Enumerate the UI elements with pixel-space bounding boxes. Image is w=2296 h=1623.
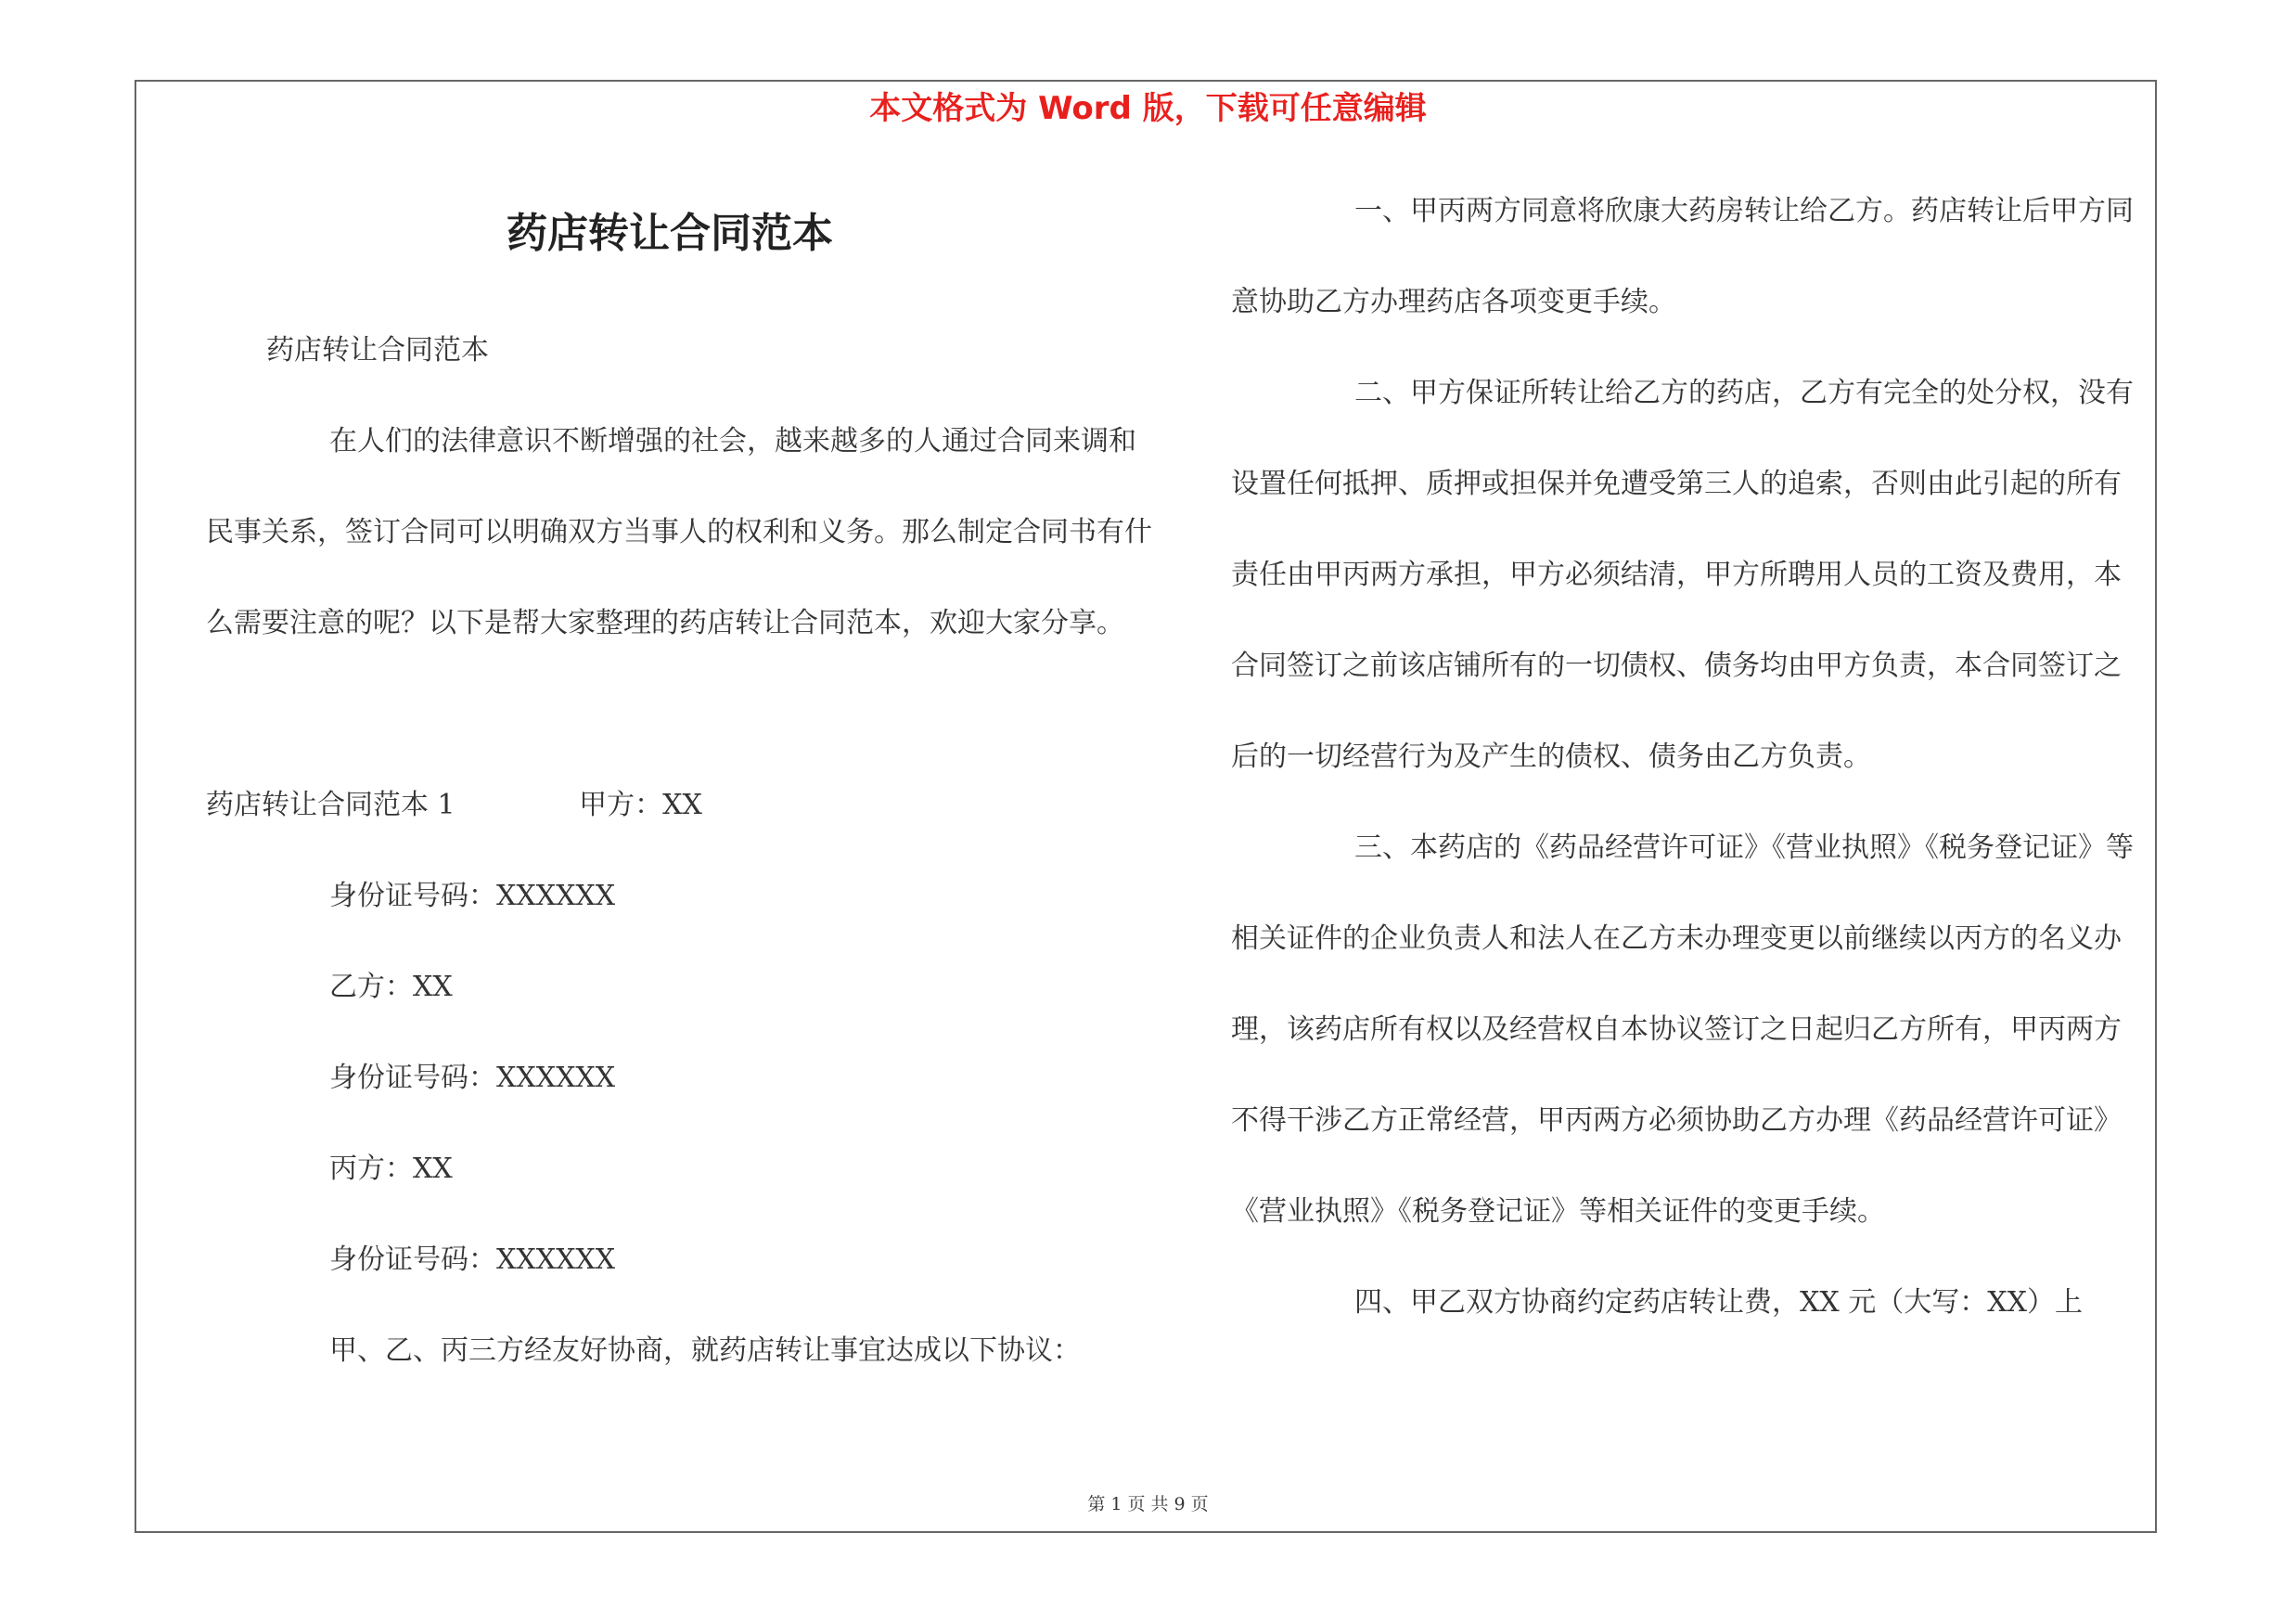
page-number: 第 1 页 共 9 页	[1087, 1494, 1209, 1514]
subtitle: 药店转让合同范本	[266, 334, 489, 367]
left-column	[206, 305, 1161, 1397]
right-column	[1231, 166, 2145, 1348]
spacer	[206, 669, 1161, 760]
party-b-id: 身份证号码：XXXXXX	[329, 1062, 616, 1094]
document-title: 药店转让合同范本	[507, 210, 833, 257]
format-banner: 本文格式为 Word 版，下载可任意编辑	[869, 90, 1427, 127]
party-c: 丙方：XX	[329, 1153, 453, 1185]
clause-2: 二、甲方保证所转让给乙方的药店，乙方有完全的处分权，没有设置任何抵押、质押或担保并免遭受第三人的追索，否则由此引起的所有责任由甲丙两方承担，甲方必须结清，甲方所聘用人员的工资及费用，本合同签订之前该店铺所有的一切债权、债务均由甲方负责，本合同签订之后的一切经营行为及产生的债权、债务由乙方负责。	[1231, 377, 2134, 773]
intro-paragraph: 在人们的法律意识不断增强的社会，越来越多的人通过合同来调和民事关系，签订合同可以明确双方当事人的权利和义务。那么制定合同书有什么需要注意的呢？以下是帮大家整理的药店转让合同范本，欢迎大家分享。	[206, 425, 1152, 639]
clause-1: 一、甲丙两方同意将欣康大药房转让给乙方。药店转让后甲方同意协助乙方办理药店各项变更手续。	[1231, 195, 2134, 318]
sample-heading: 药店转让合同范本 1 甲方：XX	[206, 789, 702, 821]
party-c-id: 身份证号码：XXXXXX	[329, 1243, 616, 1276]
party-b: 乙方：XX	[329, 971, 453, 1003]
clause-3: 三、本药店的《药品经营许可证》《营业执照》《税务登记证》等相关证件的企业负责人和法人在乙方未办理变更以前继续以丙方的名义办理，该药店所有权以及经营权自本协议签订之日起归乙方所有，甲丙两方不得干涉乙方正常经营，甲丙两方必须协助乙方办理《药品经营许可证》《营业执照》《税务登记证》等相关证件的变更手续。	[1231, 831, 2134, 1228]
clause-4: 四、甲乙双方协商约定药店转让费，XX 元（大写：XX）上	[1354, 1286, 2083, 1319]
party-a-id: 身份证号码：XXXXXX	[329, 880, 616, 912]
agreement-intro: 甲、乙、丙三方经友好协商，就药店转让事宜达成以下协议：	[329, 1334, 1081, 1367]
